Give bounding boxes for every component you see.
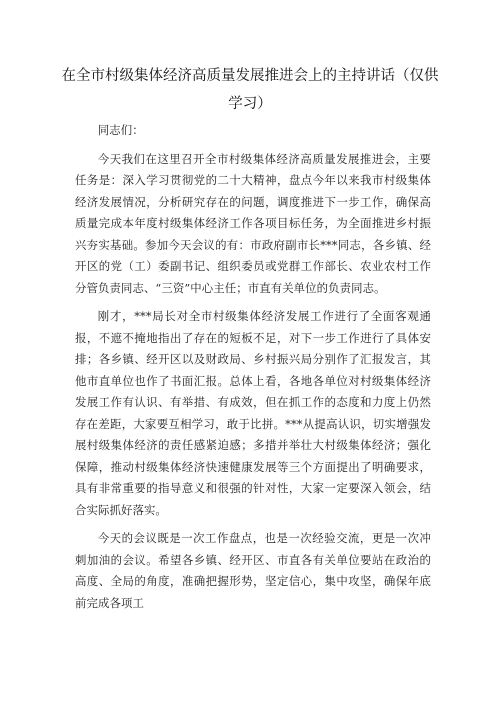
paragraph-summary: 刚才，***局长对全市村级集体经济发展工作进行了全面客观通报，不遮不掩地指出了存在的短板不足，对下一步工作进行了具体安排；各乡镇、经开区以及财政局、乡村振兴局分别作了汇报发言，其他市直单位也作了书面汇报。总体上看，各地各单位对村级集体经济发展工作有认识、有举措、有成效，但在抓工作的态度和力度上仍然存在差距，大家要互相学习，敢于比拼。***从提高认识，切实增强发展村级集体经济的责任感紧迫感；多措并举壮大村级集体经济；强化保障，推动村级集体经济快速健康发展等三个方面提出了明确要求，具有非常重要的指导意义和很强的针对性，大家一定要深入领会，结合实际抓好落实。	[75, 309, 431, 517]
paragraph-closing: 今天的会议既是一次工作盘点，也是一次经验交流，更是一次冲刺加油的会议。希望各乡镇、经开区、市直各有关单位要站在政治的高度、全局的角度，准确把握形势，坚定信心，集中攻坚，确保年底前完成各项工	[75, 531, 431, 610]
document-title: 在全市村级集体经济高质量发展推进会上的主持讲话（仅供学习）	[61, 68, 439, 112]
document-body	[75, 120, 431, 614]
paragraph-opening: 今天我们在这里召开全市村级集体经济高质量发展推进会，主要任务是：深入学习贯彻党的二十大精神，盘点今年以来我市村级集体经济发展情况，分析研究存在的问题，调度推进下一步工作，确保高质量完成本年度村级集体经济工作各项目标任务，为全面推进乡村振兴夯实基础。参加今天会议的有：市政府副市长***同志，各乡镇、经开区的党（工）委副书记、组织委员或党群工作部长、农业农村工作分管负责同志、“三资”中心主任；市直有关单位的负责同志。	[75, 151, 431, 295]
salutation: 同志们：	[97, 123, 144, 137]
